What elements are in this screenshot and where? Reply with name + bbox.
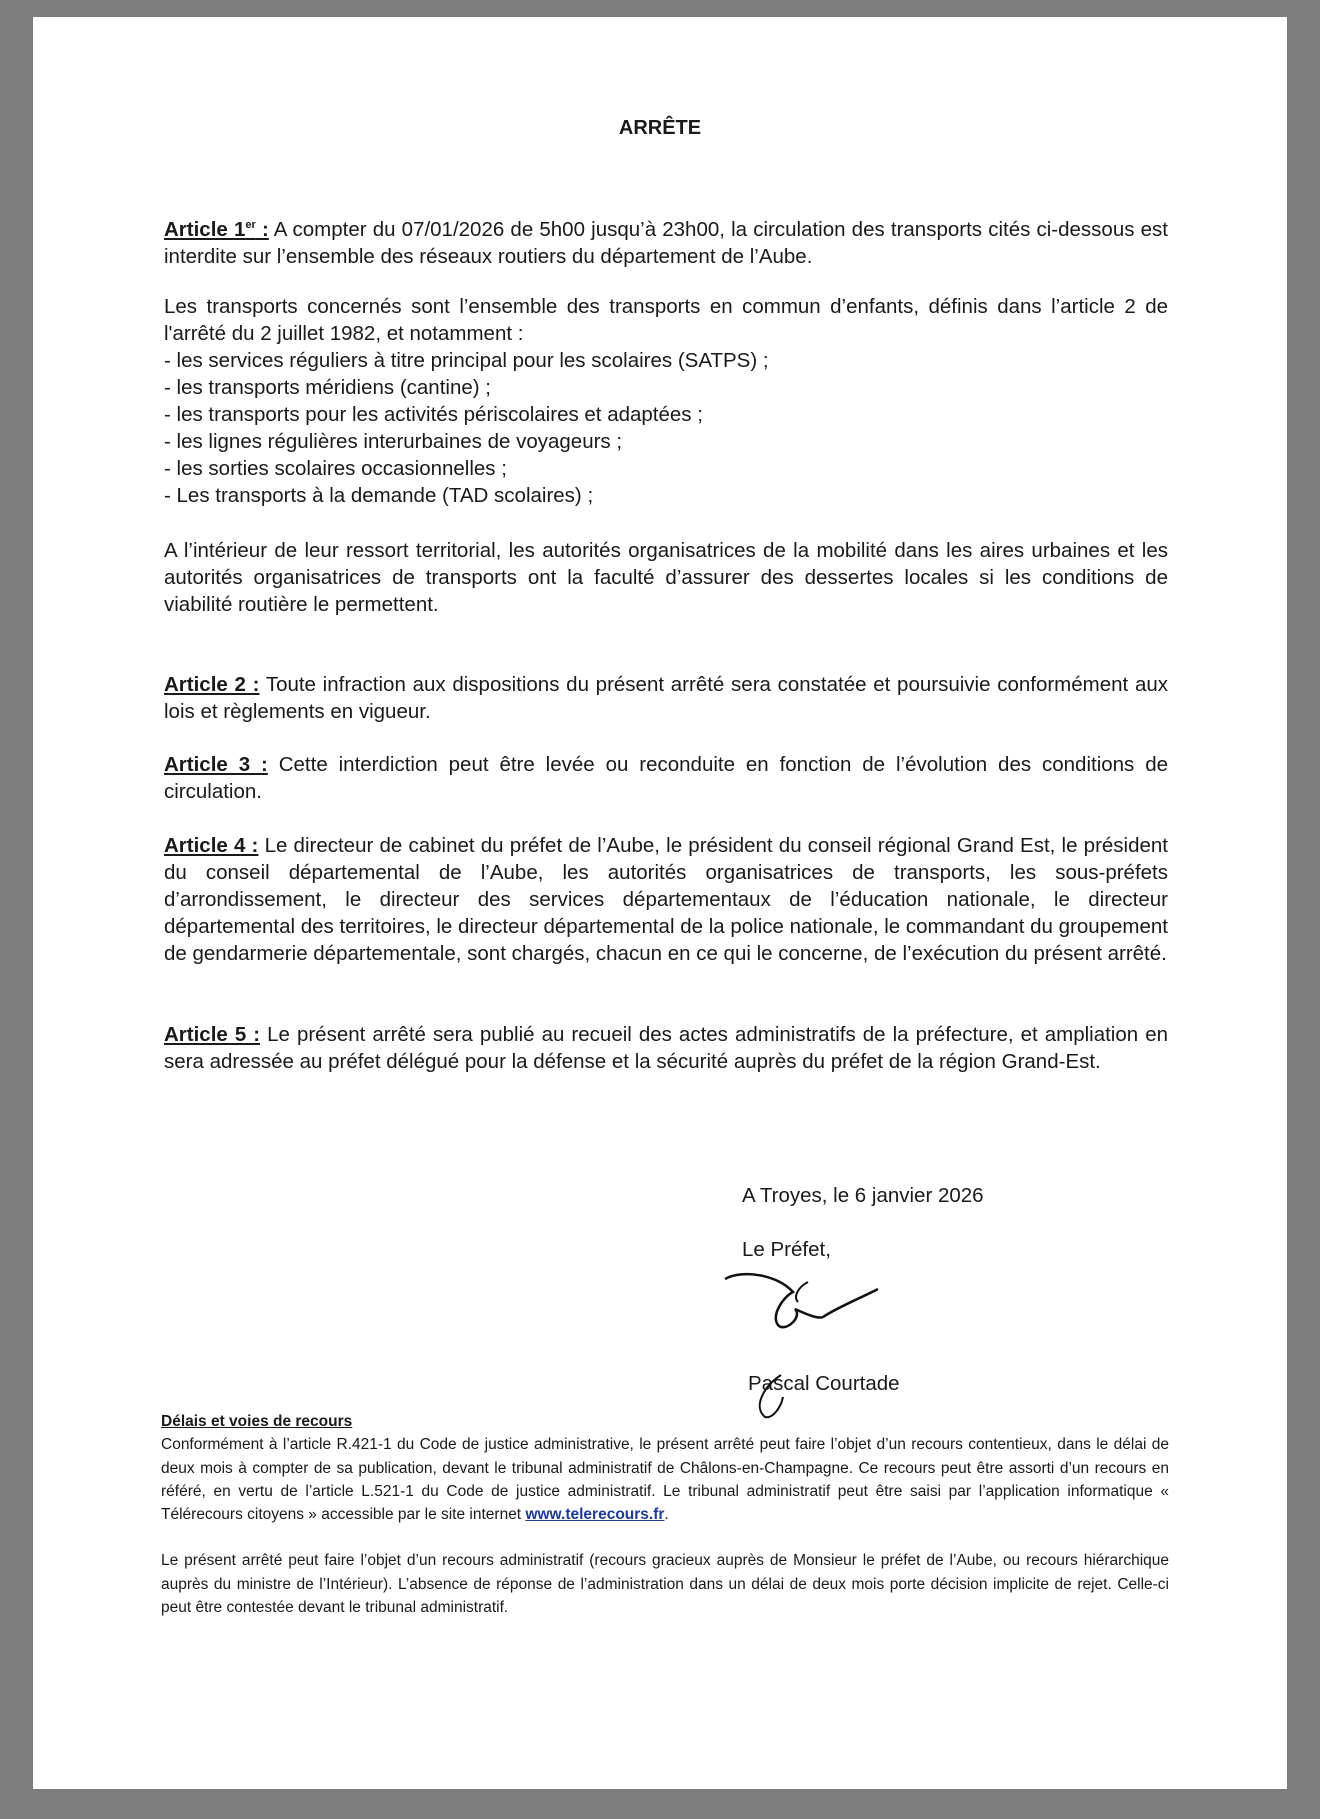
document-page	[33, 17, 1287, 1789]
recourse-paragraph-1: Conformément à l’article R.421-1 du Code de justice administrative, le présent arrêté peut faire l’objet d’un recours contentieux, dans le délai de deux mois à compter de sa publication, devant le tribunal administratif de Châlons-en-Champagne. Ce recours peut être assorti d’un recours en référé, en vertu de l’article L.521-1 du Code de justice administratif. Le tribunal administratif peut être saisi par l’application informatique « Télérecours citoyens » accessible par le site internet	[161, 1436, 1169, 1524]
list-item: - les sorties scolaires occasionnelles ;	[164, 457, 507, 480]
signer-role: Le Préfet,	[742, 1238, 831, 1261]
article-3	[164, 751, 1168, 805]
article-5-text: Le présent arrêté sera publié au recueil des actes administratifs de la préfecture, et ampliation en sera adressée au préfet délégué pour la défense et la sécurité auprès du préfet de la région Grand-Est.	[164, 1023, 1168, 1073]
list-item: - Les transports à la demande (TAD scolaires) ;	[164, 484, 594, 507]
article-1-colon: :	[255, 217, 269, 241]
article-4	[164, 832, 1168, 967]
article-4-label: Article 4 :	[164, 834, 259, 857]
article-1	[164, 212, 1168, 270]
recourse-paragraph-2: Le présent arrêté peut faire l’objet d’un recours administratif (recours gracieux auprès de Monsieur le préfet de l’Aube, ou recours hiérarchique auprès du ministre de l’Intérieur). L’absence de réponse de l’administration dans un délai de deux mois porte décision implicite de rejet. Celle-ci peut être contestée devant le tribunal administratif.	[161, 1552, 1169, 1617]
article-5-label: Article 5 :	[164, 1023, 261, 1046]
telerecours-link[interactable]: www.telerecours.fr	[525, 1506, 665, 1524]
article-1-text: A compter du 07/01/2026 de 5h00 jusqu’à 23h00, la circulation des transports cités ci-dessous est interdite sur l’ensemble des réseaux routiers du département de l’Aube.	[164, 217, 1168, 268]
article-2-text: Toute infraction aux dispositions du présent arrêté sera constatée et poursuivie conformément aux lois et règlements en vigueur.	[164, 673, 1169, 723]
article-1-label: Article 1	[164, 217, 246, 241]
article-1-transports	[164, 293, 1168, 509]
list-item: - les lignes régulières interurbaines de voyageurs ;	[164, 430, 623, 453]
article-4-text: Le directeur de cabinet du préfet de l’Aube, le président du conseil régional Grand Est, le président du conseil départemental de l’Aube, les autorités organisatrices de transports, les sous-préfets d’arrondissement, le directeur des services départementaux de l’éducation nationale, le directeur départemental des territoires, le directeur départemental de la police nationale, le commandant du groupement de gendarmerie départementale, sont chargés, chacun en ce qui le concerne, de l’exécution du présent arrêté.	[164, 834, 1169, 965]
place-date: A Troyes, le 6 janvier 2026	[742, 1184, 984, 1207]
article-1-sup: er	[245, 219, 256, 231]
article-3-text: Cette interdiction peut être levée ou reconduite en fonction de l’évolution des conditions de circulation.	[164, 753, 1168, 803]
recourse-section	[161, 1410, 1169, 1619]
signer-name: Pascal Courtade	[748, 1372, 900, 1395]
article-5	[164, 1021, 1168, 1075]
handwritten-signature	[723, 1267, 893, 1427]
article-2	[164, 671, 1168, 725]
list-item: - les transports pour les activités périscolaires et adaptées ;	[164, 403, 703, 426]
document-title: ARRÊTE	[618, 117, 702, 139]
article-1-closing: A l’intérieur de leur ressort territorial, les autorités organisatrices de la mobilité dans les aires urbaines et les autorités organisatrices de transports ont la faculté d’assurer des dessertes locales si les conditions de viabilité routière le permettent.	[164, 539, 1168, 616]
article-2-label: Article 2 :	[164, 673, 260, 696]
article-3-label: Article 3 :	[164, 753, 268, 776]
list-item: - les transports méridiens (cantine) ;	[164, 376, 491, 399]
recourse-period: .	[664, 1506, 669, 1524]
list-item: - les services réguliers à titre principal pour les scolaires (SATPS) ;	[164, 349, 769, 372]
article-1-intro: Les transports concernés sont l’ensemble des transports en commun d’enfants, définis dans l’article 2 de l'arrêté du 2 juillet 1982, et notamment :	[164, 295, 1168, 345]
recourse-heading: Délais et voies de recours	[161, 1413, 353, 1430]
